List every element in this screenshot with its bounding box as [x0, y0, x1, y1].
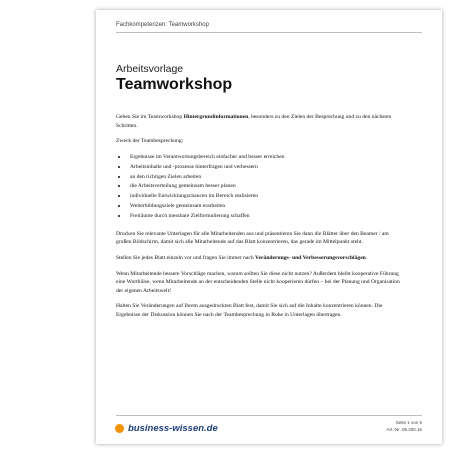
- article-number: Art.-Nr. 06.200.15: [386, 427, 422, 432]
- list-item-text: individuelle Entwicklungschancen im Bereich realisieren: [130, 193, 258, 200]
- document-body: [116, 113, 401, 326]
- purpose-label: Zweck der Teambesprechung:: [116, 138, 184, 145]
- suggestions-paragraph: [116, 254, 401, 263]
- page-number: Seite 1 von 5: [395, 420, 422, 425]
- changes-paragraph: Halten Sie Veränderungen auf Ihrem ausgedruckten Blatt fest, damit Sie sich auf die Inhalte konzentrieren können. Die Ergebnisse der Diskussion können Sie nach der Teambesprechung in Ruhe in Unterlagen übertragen.: [116, 303, 383, 318]
- list-item: [116, 153, 401, 162]
- purpose-list: [116, 153, 401, 221]
- document-kicker: Arbeitsvorlage: [116, 63, 184, 75]
- list-item-text: Ergebnisse im Verantwortungsbereich einfacher und besser erreichen: [130, 153, 285, 160]
- suggestions-text: Stellen Sie jedes Blatt einzeln vor und fragen Sie immer nach: [116, 254, 256, 261]
- list-item: [116, 163, 401, 172]
- list-item-text: Arbeitsinhalte und -prozesse hinterfragen und verbessern: [130, 163, 258, 170]
- bullet-icon: [118, 166, 120, 168]
- document-title: Teamworkshop: [116, 76, 233, 93]
- bullet-icon: [118, 185, 120, 187]
- footer-divider: [116, 415, 422, 416]
- header-divider: [116, 32, 422, 33]
- intro-text: Geben Sie im Teamworkshop: [116, 114, 184, 120]
- list-item: [116, 212, 401, 221]
- document-page: [96, 10, 442, 444]
- suggestions-bold-text: Veränderungs- und Verbesserungsvorschlägen: [255, 254, 366, 261]
- list-item: [116, 173, 401, 182]
- list-item-text: an den richtigen Zielen arbeiten: [130, 173, 202, 180]
- bullet-icon: [118, 215, 120, 217]
- cooperation-paragraph: Wenn Mitarbeitende bessere Vorschläge machen, warum sollten Sie diese nicht nutzen? Außerdem bleibt kooperative Führung eine Worthülse, wenn Mitarbeitende an der entscheidenden Stelle nicht kooperieren dürfen – bei der Planung und Organisation der eigenen Arbeitswelt!: [116, 270, 400, 294]
- page-info: [386, 419, 422, 433]
- list-item-text: Freiräume durch messbare Zielformulierung schaffen: [130, 213, 250, 220]
- list-item: [116, 202, 401, 211]
- running-header: Fachkompetenzen: Teamworkshop: [116, 22, 209, 28]
- bullet-icon: [118, 156, 120, 158]
- bullet-icon: [118, 195, 120, 197]
- intro-paragraph: [116, 113, 401, 130]
- logo-text: business-wissen.de: [128, 423, 218, 434]
- bullet-icon: [118, 205, 120, 207]
- logo-dot-icon: [115, 424, 124, 433]
- brand-logo: [115, 423, 218, 434]
- list-item-text: Weiterbildungsziele gemeinsam erarbeiten: [130, 203, 226, 210]
- intro-bold-text: Hintergrundinformationen: [183, 114, 249, 120]
- list-item-text: die Arbeitsverteilung gemeinsam besser planen: [130, 183, 236, 190]
- suggestions-text-end: .: [365, 254, 368, 261]
- intro-text-end: , besonders zu den Zielen der Besprechung und zu den nächsten Schritten.: [116, 114, 392, 129]
- print-instructions-paragraph: Drucken Sie relevante Unterlagen für alle Mitarbeitenden aus und präsentieren Sie dann die Blätter über den Beamer / am großen Bildschirm, damit sich alle Mitarbeitende auf das Blatt konzentrieren, das gerade im Mittelpunkt steht.: [116, 230, 389, 246]
- bullet-icon: [118, 176, 120, 178]
- list-item: [116, 182, 401, 191]
- list-item: [116, 192, 401, 201]
